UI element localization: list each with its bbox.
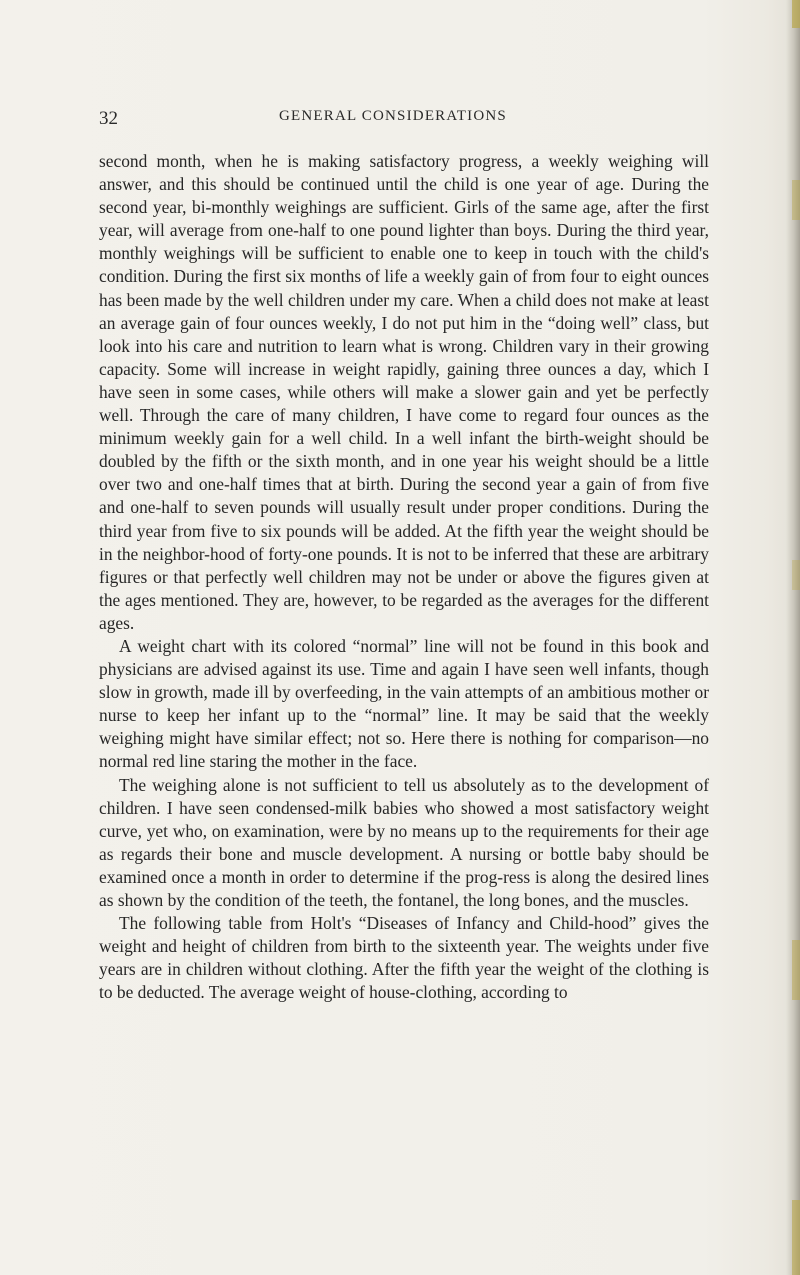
paragraph: A weight chart with its colored “normal” line will not be found in this book and physicians are advised against its use. Time and again I have seen well infants, though slow in growth, made ill by overfeeding, in the vain attempts of an ambitious mother or nurse to keep her infant up to the “normal” line. It may be said that the weekly weighing might have similar effect; not so. Here there is nothing for comparison—no normal red line staring the mother in the face.	[99, 635, 709, 772]
paragraph: The weighing alone is not sufficient to tell us absolutely as to the development of children. I have seen condensed-milk babies who showed a most satisfactory weight curve, yet who, on examination, were by no means up to the requirements for their age as regards their bone and muscle development. A nursing or bottle baby should be examined once a month in order to determine if the prog-ress is along the desired lines as shown by the condition of the teeth, the fontanel, the long bones, and the muscles.	[99, 774, 709, 910]
page-edge-stain	[792, 180, 800, 220]
page-edge-stain	[792, 0, 800, 28]
running-head: GENERAL CONSIDERATIONS	[279, 108, 507, 124]
paragraph: second month, when he is making satisfactory progress, a weekly weighing will answer, and this should be continued until the child is one year of age. During the second year, bi-monthly weighings are sufficient. Girls of the same age, after the first year, will average from one-half to one pound lighter than boys. During the third year, monthly weighings will be sufficient to enable one to keep in touch with the child's condition. During the first six months of life a weekly gain of from four to eight ounces has been made by the well children under my care. When a child does not make at least an average gain of four ounces weekly, I do not put him in the “doing well” class, but look into his care and nutrition to learn what is wrong. Children vary in their growing capacity. Some will increase in weight rapidly, gaining three ounces a day, which I have seen in some cases, while others will make a slower gain and yet be perfectly well. Through the care of many children, I have come to regard four ounces as the minimum weekly gain for a well child. In a well infant the birth-weight should be doubled by the fifth or the sixth month, and in one year his weight should be a little over two and one-half times that at birth. During the second year a gain of from five and one-half to seven pounds will usually result under proper conditions. During the third year from five to six pounds will be added. At the fifth year the weight should be in the neighbor-hood of forty-one pounds. It is not to be inferred that these are arbitrary figures or that perfectly well children may not be under or above the figures given at the ages mentioned. They are, however, to be regarded as the averages for the different ages.	[99, 151, 709, 633]
page-edge-stain	[792, 1200, 800, 1275]
page-edge-stain	[792, 560, 800, 590]
body-text	[99, 150, 709, 1004]
paragraph: The following table from Holt's “Diseases of Infancy and Child-hood” gives the weight and height of children from birth to the sixteenth year. The weights under five years are in children without clothing. After the fifth year the weight of the clothing is to be deducted. The average weight of house-clothing, according to	[99, 913, 709, 1003]
page-number: 32	[99, 108, 118, 129]
page-edge-stain	[792, 940, 800, 1000]
page-header	[99, 108, 709, 130]
